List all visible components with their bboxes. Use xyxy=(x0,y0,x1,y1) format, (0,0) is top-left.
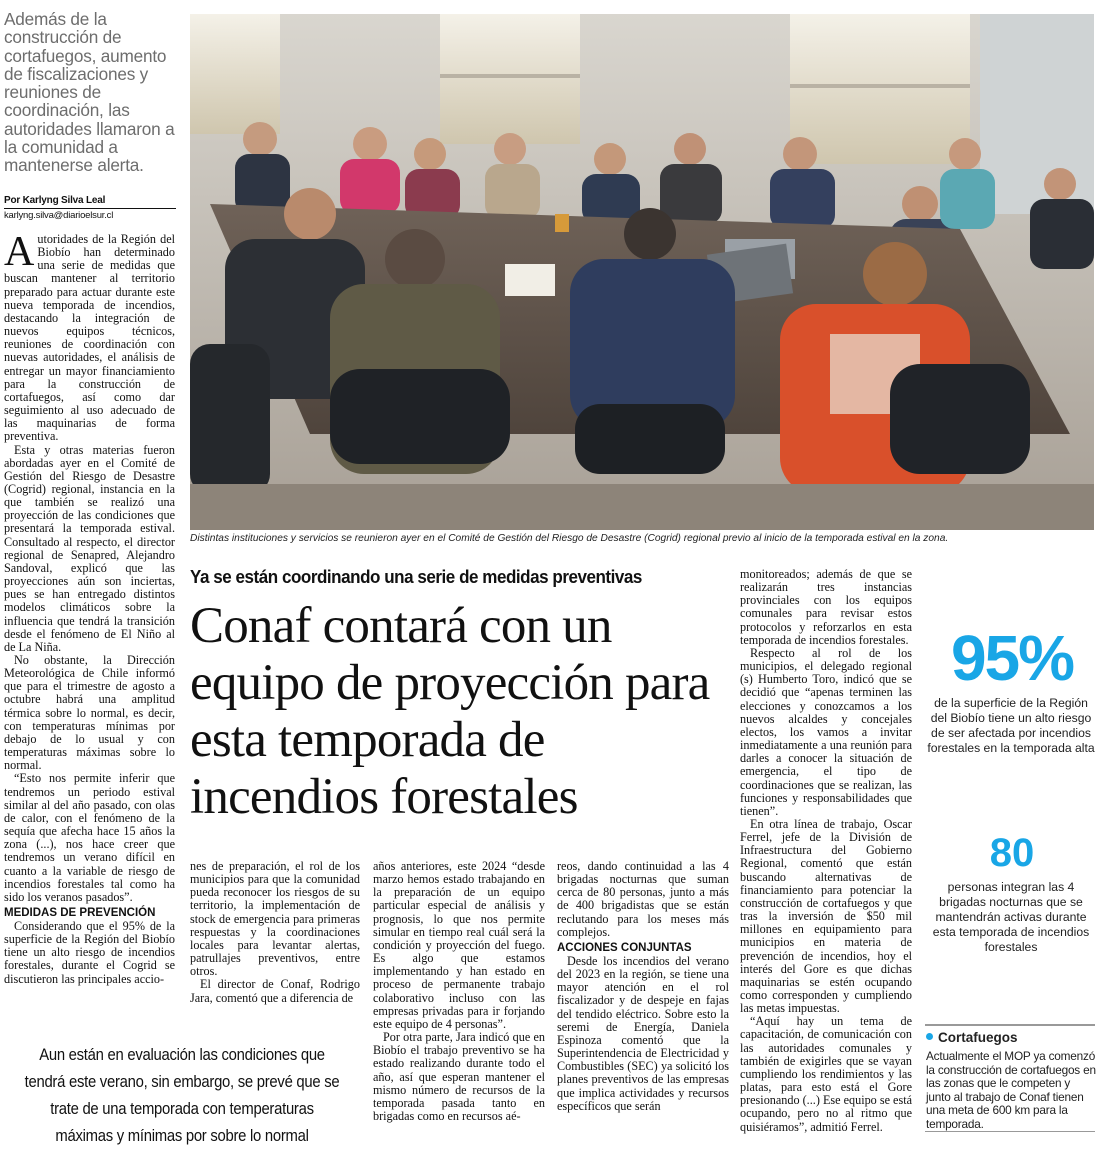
paragraph: “Aquí hay un tema de capacitación, de comunicación con las autoridades comunales y también de exigirles que se vayan cumpliendo los rendimientos y las platas, para esto está el Gore presionando (...) Ese equipo se está ocupando, pero no al ritmo que quisiéramos”, admitió Ferrel. xyxy=(740,1014,912,1134)
photo-caption: Distintas instituciones y servicios se reunieron ayer en el Comité de Gestión del Riesgo de Desastre (Cogrid) regional previo al inicio de la temporada estival en la zona. xyxy=(190,533,949,544)
article-column-4 xyxy=(557,860,729,1140)
paragraph: años anteriores, este 2024 “desde marzo hemos estado trabajando en la preparación de un equipo particular especial de análisis y prognosis, lo que nos permite simular en tiempo real cuál será la condición y proyección del fuego. Es algo que estamos implementando y han estado en proceso de permanente trabajo colaborativo incluso con las empresas privadas para ir forjando este equipo de 4 personas”. xyxy=(373,860,545,1031)
stat-number-percent: 95% xyxy=(950,622,1074,694)
stat-number-people: 80 xyxy=(989,831,1035,875)
paragraph: nes de preparación, el rol de los municipios para que la comunidad pueda reconocer los riesgos de su territorio, la implementación de stock de emergencia para primeras respuestas y la coordinaciones locales para levantar alertas, patrullajes preventivos, entre otros. xyxy=(190,860,360,979)
paragraph: Desde los incendios del verano del 2023 en la región, se tiene una mayor atención en el rol fiscalizador y de despeje en fajas del tendido eléctrico. Sobre esto la seremi de Energía, Daniela Espinoza comentó que la Superintendencia de Electricidad y Combustibles (SEC) ya solicitó los planes preventivos de las empresas que implica actividades y recursos específicos que serán xyxy=(557,953,729,1113)
meeting-photo-illustration xyxy=(190,14,1094,530)
sidebox-title: Cortafuegos xyxy=(926,1030,1018,1045)
paragraph: Autoridades de la Región del Biobío han determinado una serie de medidas que buscan mantener al territorio preparado para actuar durante este nueva temporada de incendios, destacando la integración de nuevos equipos técnicos, reuniones de coordinación con nuevas autoridades, el análisis de entregar un mayor financiamiento para la construcción de cortafuegos, así como dar seguimiento al uso adecuado de las maquinarias de forma preventiva. xyxy=(4,233,175,444)
paragraph: monitoreados; además de que se realizarán tres instancias provinciales con los equipos comunales para revisar estos protocolos y reforzarlos en esta temporada de incendios forestales. xyxy=(740,568,912,647)
paragraph: reos, dando continuidad a las 4 brigadas nocturnas que suman cerca de 80 personas, junto a más de 400 brigadistas que se están reclutando para los meses más complejos. xyxy=(557,860,729,939)
article-lead: Además de la construcción de cortafuegos, aumento de fiscalizaciones y reuniones de coordinación, las autoridades llamaron a la comunidad a mantenerse alerta. xyxy=(4,9,175,176)
stat-description: personas integran las 4 brigadas nocturnas que se mantendrán activas durante esta temporada de incendios forestales xyxy=(932,880,1090,954)
paragraph: Por otra parte, Jara indicó que en Biobío el trabajo preventivo se ha estado realizando durante todo el año, así que esperan mantener el mismo número de recursos de la temporada pasada tanto en brigadas como en recursos aé- xyxy=(373,1030,545,1123)
paragraph: “Esto nos permite inferir que tendremos un periodo estival similar al del año pasado, con olas de calor, con el fenómeno de la sequía que afecha hace 15 años la zona (...), nos hace creer que tendremos un verano difícil en cuanto a la variable de riesgo de incendios forestales tal como ha sido los veranos pasados”. xyxy=(4,771,175,904)
section-subhead: MEDIDAS DE PREVENCIÓN xyxy=(4,906,156,919)
headline: Conaf contará con un equipo de proyección para esta temporada de incendios forestales xyxy=(190,598,710,825)
article-column-2 xyxy=(190,860,360,1020)
article-column-1 xyxy=(4,233,175,1003)
sidebox-bottom-divider xyxy=(925,1131,1095,1132)
sidebox-divider xyxy=(925,1024,1095,1026)
stat-description: de la superficie de la Región del Biobío tiene un alto riesgo de ser afectada por incendios forestales en la temporada alta xyxy=(927,696,1095,755)
paragraph: El director de Conaf, Rodrigo Jara, comentó que a diferencia de xyxy=(190,977,360,1005)
pull-quote: Aun están en evaluación las condiciones que tendrá este verano, sin embargo, se prevé que se trate de una temporada con temperaturas máximas y mínimas por sobre lo normal xyxy=(24,1046,340,1145)
paragraph: Respecto al rol de los municipios, el delegado regional (s) Humberto Toro, indicó que se decidió que “apenas terminen las elecciones y conozcamos a los nuevos alcaldes y concejales electos, los vamos a invitar inmediatamente a una reunión para darles a conocer la situación de emergencia, el tipo de coordinaciones que se realizan, las funciones y responsabilidades que tienen”. xyxy=(740,645,912,818)
byline-divider xyxy=(4,208,176,209)
section-subhead: ACCIONES CONJUNTAS xyxy=(557,941,692,954)
article-column-5 xyxy=(740,568,912,1143)
drop-cap: A xyxy=(4,233,35,275)
sidebox-text: Actualmente el MOP ya comenzó la construcción de cortafuegos en las zonas que le competen y junto al trabajo de Conaf tienen una meta de 600 km para la temporada. xyxy=(926,1049,1096,1131)
paragraph: No obstante, la Dirección Meteorológica de Chile informó que para el trimestre de agosto a octubre habrá una amplitud térmica sobre lo normal, es decir, con temperaturas mínimas por debajo de lo usual y con temperaturas máximas sobre lo normal. xyxy=(4,653,175,773)
paragraph: Considerando que el 95% de la superficie de la Región del Biobío tiene un alto riesgo de incendios forestales, durante el Cogrid se discutieron las principales accio- xyxy=(4,918,175,986)
paragraph: Esta y otras materias fueron abordadas ayer en el Comité de Gestión del Riesgo de Desastre (Cogrid) regional, instancia en la que también se realizó una proyección de las condiciones que presentará la temporada estival. Consultado al respecto, el director regional de Senapred, Alejandro Sandoval, explicó que las proyecciones aún son inciertas, pues se han entregado distintos modelos climáticos sobre la influencia que tendrá la transición desde el fenómeno de El Niño al de La Niña. xyxy=(4,442,175,654)
article-column-3 xyxy=(373,860,545,1140)
meeting-photo xyxy=(190,14,1094,530)
paragraph: En otra línea de trabajo, Oscar Ferrel, jefe de la División de Infraestructura del Gobierno Regional, comentó que están buscando alternativas de financiamiento para potenciar la construcción de cortafuegos y que tras la inversión de $50 mil millones en equipamiento para municipios en materia de prevención de incendios, hoy el interés del Gore es que dichas maquinarias se estén ocupando como corresponden y cumpliendo las metas impuestas. xyxy=(740,816,912,1016)
author-email[interactable]: karlyng.silva@diarioelsur.cl xyxy=(4,210,114,221)
headline-kicker: Ya se están coordinando una serie de medidas preventivas xyxy=(190,566,642,587)
bullet-dot-icon xyxy=(926,1033,933,1040)
byline: Por Karlyng Silva Leal xyxy=(4,195,106,206)
